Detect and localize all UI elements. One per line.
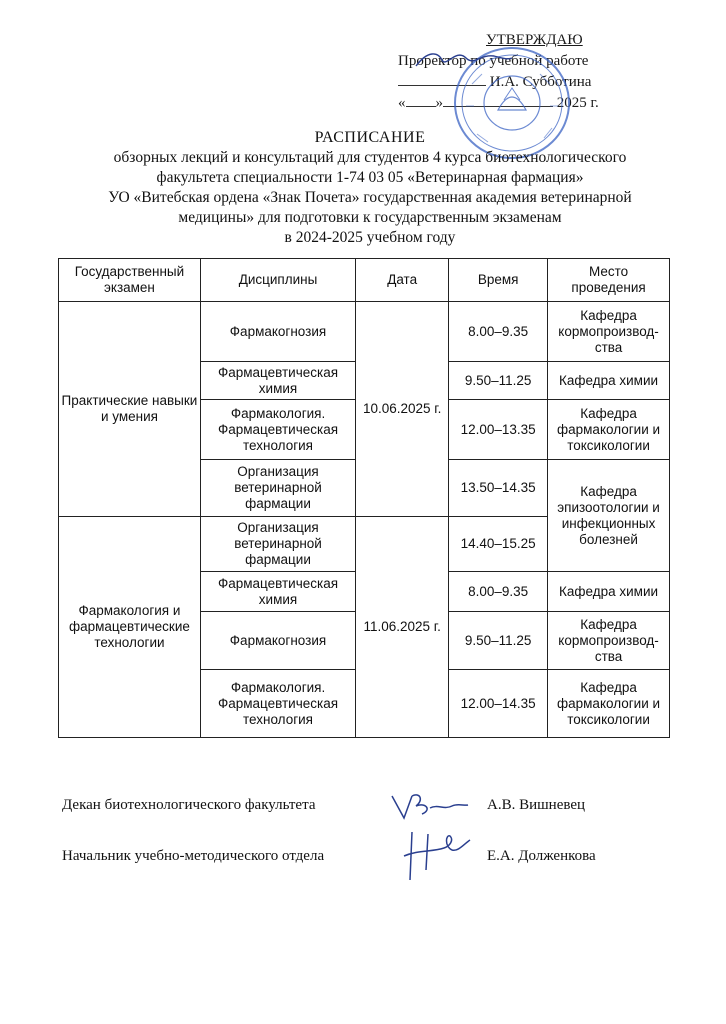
head-name: Е.А. Долженкова	[487, 848, 596, 864]
date-quote-close: »	[435, 95, 443, 111]
approval-title: УТВЕРЖДАЮ	[486, 32, 583, 48]
time-cell: 9.50–11.25	[449, 612, 548, 670]
time-cell: 14.40–15.25	[449, 517, 548, 572]
exam-cell: Практические навыки и умения	[59, 302, 201, 517]
heading-line-1: обзорных лекций и консультаций для студентов 4 курса биотехнологического	[113, 149, 627, 166]
date-cell: 11.06.2025 г.	[356, 517, 449, 738]
place-cell: Кафедра эпизоотологии и инфекционных болезней	[548, 460, 670, 572]
time-cell: 13.50–14.35	[449, 460, 548, 517]
heading-line-3: УО «Витебская ордена «Знак Почета» государственная академия ветеринарной	[108, 189, 632, 206]
date-day-blank	[406, 94, 436, 107]
schedule-table	[58, 258, 670, 738]
discipline-cell: Фармакология. Фармацевтическая технология	[200, 670, 355, 738]
dean-role: Декан биотехнологического факультета	[62, 797, 316, 813]
approval-year: 2025 г.	[556, 95, 599, 111]
time-cell: 12.00–14.35	[449, 670, 548, 738]
header-exam: Государственный экзамен	[59, 259, 201, 302]
dean-name: А.В. Вишневец	[487, 797, 586, 813]
date-cell: 10.06.2025 г.	[356, 302, 449, 517]
time-cell: 8.00–9.35	[449, 572, 548, 612]
exam-cell: Фармакология и фармацевтические технологии	[59, 517, 201, 738]
place-cell: Кафедра кормопроизвод-ства	[548, 302, 670, 362]
table-row	[59, 302, 670, 362]
document-title: РАСПИСАНИЕ	[314, 129, 426, 146]
discipline-cell: Фармацевтическая химия	[200, 362, 355, 400]
place-cell: Кафедра фармакологии и токсикологии	[548, 670, 670, 738]
head-role: Начальник учебно-методического отдела	[62, 848, 325, 864]
heading-line-4: медицины» для подготовки к государственным экзаменам	[178, 209, 562, 226]
header-discipline: Дисциплины	[200, 259, 355, 302]
header-time: Время	[449, 259, 548, 302]
place-cell: Кафедра химии	[548, 572, 670, 612]
discipline-cell: Фармацевтическая химия	[200, 572, 355, 612]
dean-signature	[386, 786, 470, 826]
discipline-cell: Организация ветеринарной фармации	[200, 460, 355, 517]
approval-name: И.А. Субботина	[489, 74, 592, 90]
discipline-cell: Фармакогнозия	[200, 302, 355, 362]
discipline-cell: Фармакогнозия	[200, 612, 355, 670]
place-cell: Кафедра химии	[548, 362, 670, 400]
approval-position: Проректор по учебной работе	[398, 53, 589, 69]
time-cell: 12.00–13.35	[449, 400, 548, 460]
prorector-signature	[408, 40, 518, 78]
place-cell: Кафедра фармакологии и токсикологии	[548, 400, 670, 460]
document-heading	[40, 128, 700, 248]
time-cell: 8.00–9.35	[449, 302, 548, 362]
header-place: Место проведения	[548, 259, 670, 302]
time-cell: 9.50–11.25	[449, 362, 548, 400]
heading-line-2: факультета специальности 1-74 03 05 «Ветеринарная фармация»	[156, 169, 584, 186]
heading-line-5: в 2024-2025 учебном году	[284, 229, 456, 246]
head-signature	[398, 826, 476, 884]
place-cell: Кафедра кормопроизвод-ства	[548, 612, 670, 670]
date-quote-open: «	[398, 95, 406, 111]
discipline-cell: Организация ветеринарной фармации	[200, 517, 355, 572]
header-date: Дата	[356, 259, 449, 302]
discipline-cell: Фармакология. Фармацевтическая технология	[200, 400, 355, 460]
table-header-row	[59, 259, 670, 302]
